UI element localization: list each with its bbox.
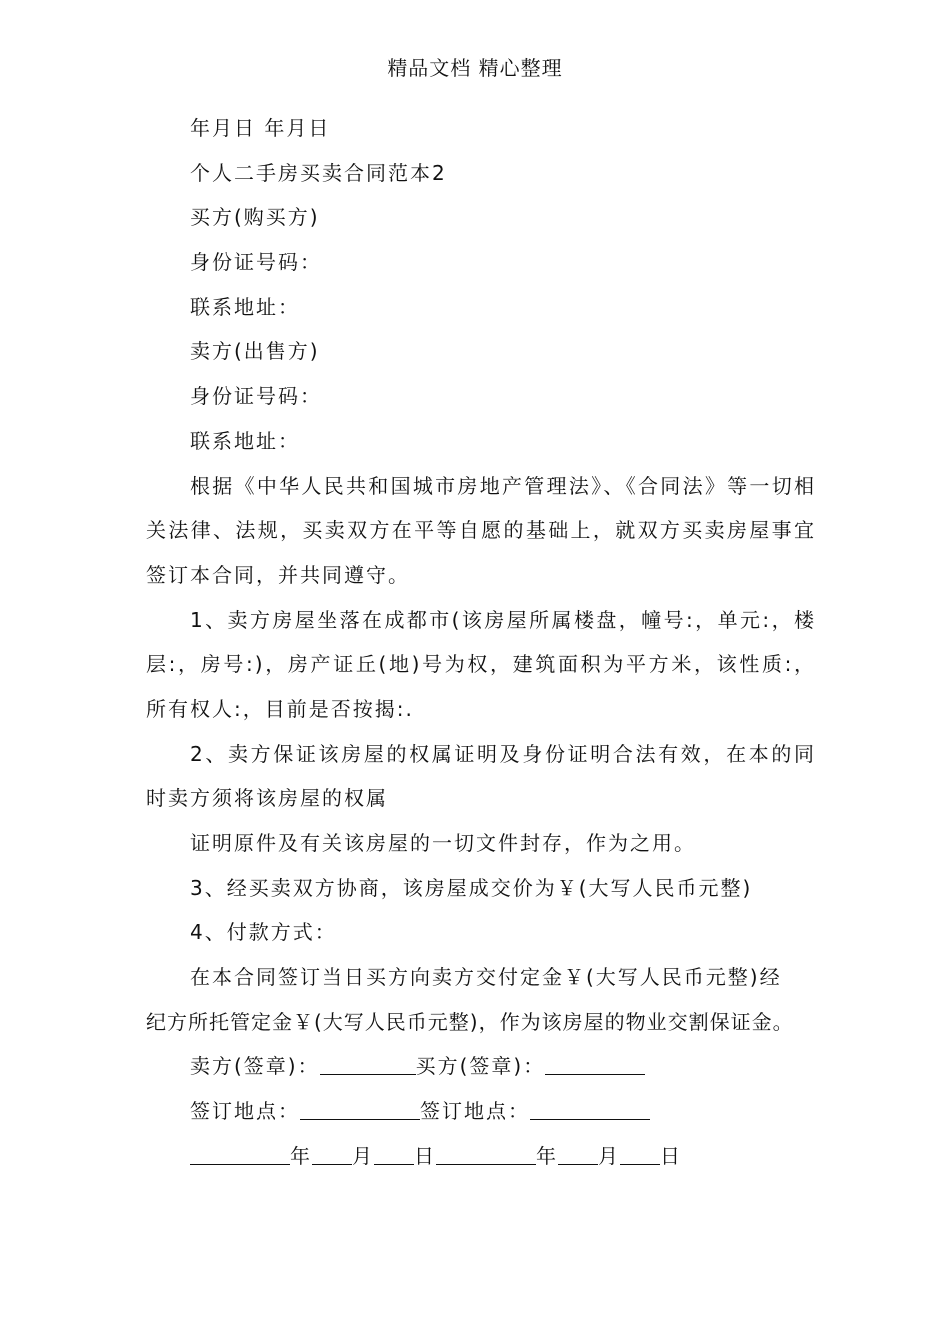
- day-blank-1: [374, 1144, 414, 1165]
- year-label-2: 年: [536, 1143, 558, 1168]
- signing-place-blank-2: [530, 1099, 650, 1120]
- month-label-1: 月: [352, 1143, 374, 1168]
- preamble-line-2: 关法律、法规，买卖双方在平等自愿的基础上，就双方买卖房屋事宜: [146, 518, 816, 543]
- clause-2-line-2: 时卖方须将该房屋的权属: [146, 786, 388, 811]
- buyer-address-label: 联系地址：: [190, 294, 300, 319]
- buyer-signature-label: 买方(签章)：: [415, 1054, 546, 1079]
- clause-2-continuation: 证明原件及有关该房屋的一切文件封存，作为之用。: [190, 831, 696, 855]
- document-body: [146, 106, 816, 1179]
- month-blank-1: [312, 1144, 352, 1165]
- clause-3: 3、经买卖双方协商，该房屋成交价为￥(大写人民币元整): [190, 875, 753, 900]
- signing-place-line: [146, 1089, 816, 1134]
- day-label-1: 日: [414, 1143, 436, 1168]
- day-blank-2: [620, 1144, 660, 1165]
- seller-signature-label: 卖方(签章)：: [190, 1054, 320, 1079]
- signing-place-label-1: 签订地点：: [190, 1099, 300, 1124]
- year-blank-2: [436, 1144, 536, 1165]
- signing-place-blank-1: [300, 1099, 420, 1120]
- year-blank-1: [190, 1144, 290, 1165]
- clause-2-line-1: 2、卖方保证该房屋的权属证明及身份证明合法有效，在本的同: [190, 741, 816, 766]
- clause-4-line-1: 在本合同签订当日买方向卖方交付定金￥(大写人民币元整)经: [190, 965, 782, 990]
- clause-1-line-2: 层:，房号:)，房产证丘(地)号为权，建筑面积为平方米，该性质:，: [146, 652, 816, 677]
- preamble-line-1: 根据《中华人民共和国城市房地产管理法》、《合同法》等一切相: [190, 473, 816, 498]
- clause-1-line-1: 1、卖方房屋坐落在成都市(该房屋所属楼盘，幢号:，单元:，楼: [190, 607, 816, 632]
- seller-heading: 卖方(出售方): [190, 339, 320, 364]
- day-label-2: 日: [660, 1143, 682, 1168]
- signature-line: [146, 1044, 816, 1089]
- preamble-line-3: 签订本合同，并共同遵守。: [146, 562, 410, 587]
- seller-address-label: 联系地址：: [190, 428, 300, 453]
- month-label-2: 月: [598, 1143, 620, 1168]
- buyer-heading: 买方(购买方): [190, 205, 320, 230]
- year-label-1: 年: [290, 1143, 312, 1168]
- date-fill-line: [146, 1134, 816, 1179]
- month-blank-2: [558, 1144, 598, 1165]
- clause-4-line-2: 纪方所托管定金￥(大写人民币元整)，作为该房屋的物业交割保证金。: [146, 1009, 794, 1034]
- document-title: 个人二手房买卖合同范本2: [190, 160, 447, 185]
- seller-id-label: 身份证号码：: [190, 384, 322, 409]
- signing-place-label-2: 签订地点：: [420, 1099, 530, 1124]
- clause-4-heading: 4、付款方式：: [190, 920, 337, 945]
- buyer-signature-blank: [545, 1054, 645, 1075]
- clause-1-line-3: 所有权人:，目前是否按揭:.: [146, 696, 414, 721]
- buyer-id-label: 身份证号码：: [190, 250, 322, 275]
- date-line: 年月日 年月日: [190, 116, 331, 140]
- page-header: 精品文档 精心整理: [387, 56, 563, 80]
- seller-signature-blank: [320, 1054, 416, 1075]
